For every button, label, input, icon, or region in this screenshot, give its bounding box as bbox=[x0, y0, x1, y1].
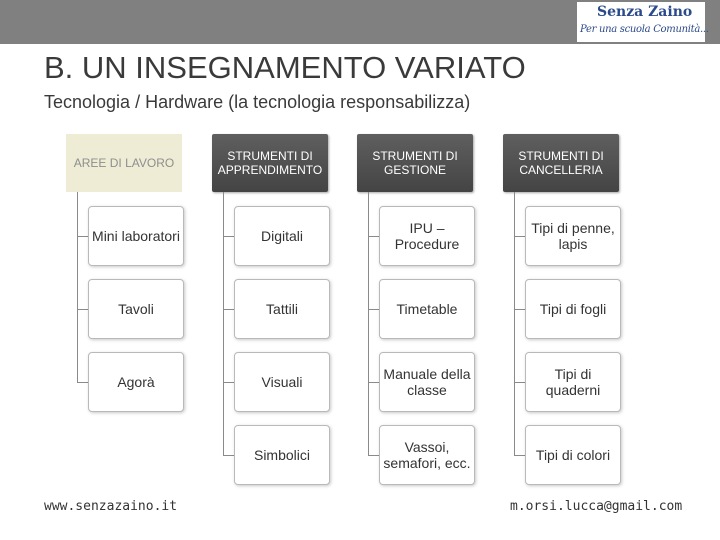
node-tipi-di-quaderni bbox=[525, 352, 621, 412]
node-digitali bbox=[234, 206, 330, 266]
connector-branch bbox=[514, 309, 525, 310]
node-label: Tattili bbox=[266, 301, 298, 317]
connector-trunk bbox=[77, 192, 78, 383]
column-header-label: STRUMENTI DI CANCELLERIA bbox=[518, 149, 604, 177]
column-header-strumenti-di-cancelleria bbox=[503, 134, 619, 192]
node-label: IPU – Procedure bbox=[394, 220, 460, 252]
connector-branch bbox=[514, 236, 525, 237]
node-label: Tipi di penne, lapis bbox=[531, 220, 615, 252]
node-label: Visuali bbox=[261, 374, 303, 390]
connector-branch bbox=[223, 382, 234, 383]
node-ipu-procedure bbox=[379, 206, 475, 266]
connector-branch bbox=[368, 455, 379, 456]
connector-branch bbox=[514, 382, 525, 383]
node-label: Simbolici bbox=[253, 447, 310, 463]
node-label: Digitali bbox=[260, 228, 303, 244]
node-visuali bbox=[234, 352, 330, 412]
logo-line-1: Senza Zaino bbox=[597, 4, 693, 20]
connector-branch bbox=[223, 455, 234, 456]
column-header-strumenti-di-gestione bbox=[357, 134, 473, 192]
footer-website: www.senzazaino.it bbox=[44, 499, 178, 514]
node-tipi-di-colori bbox=[525, 425, 621, 485]
connector-branch bbox=[514, 455, 525, 456]
connector-trunk bbox=[514, 192, 515, 456]
connector-branch bbox=[223, 236, 234, 237]
connector-branch bbox=[77, 236, 88, 237]
node-label: Mini laboratori bbox=[92, 228, 180, 244]
column-header-aree-di-lavoro bbox=[66, 134, 182, 192]
connector-branch bbox=[77, 382, 88, 383]
node-agora bbox=[88, 352, 184, 412]
connector-trunk bbox=[368, 192, 369, 456]
slide-subtitle: Tecnologia / Hardware (la tecnologia responsabilizza) bbox=[44, 92, 471, 112]
slide-title: B. UN INSEGNAMENTO VARIATO bbox=[44, 50, 526, 85]
node-label: Tipi di fogli bbox=[539, 301, 607, 317]
senza-zaino-logo bbox=[577, 2, 709, 42]
column-header-label: AREE DI LAVORO bbox=[73, 156, 175, 170]
logo-line-2: Per una scuola Comunità... bbox=[580, 24, 709, 35]
node-label: Vassoi, semafori, ecc. bbox=[383, 439, 471, 471]
node-label: Tipi di quaderni bbox=[545, 366, 601, 398]
node-vassoi-semafori bbox=[379, 425, 475, 485]
connector-branch bbox=[368, 309, 379, 310]
node-manuale-della-classe bbox=[379, 352, 475, 412]
node-label: Manuale della classe bbox=[383, 366, 471, 398]
node-label: Tipi di colori bbox=[535, 447, 611, 463]
column-header-label: STRUMENTI DI GESTIONE bbox=[372, 149, 458, 177]
node-timetable bbox=[379, 279, 475, 339]
footer-email: m.orsi.lucca@gmail.com bbox=[510, 499, 683, 514]
connector-branch bbox=[77, 309, 88, 310]
connector-branch bbox=[368, 382, 379, 383]
node-tavoli bbox=[88, 279, 184, 339]
node-label: Agorà bbox=[117, 374, 155, 390]
node-tipi-di-fogli bbox=[525, 279, 621, 339]
node-tattili bbox=[234, 279, 330, 339]
node-label: Tavoli bbox=[118, 301, 154, 317]
column-header-strumenti-di-apprendimento bbox=[212, 134, 328, 192]
column-header-label: STRUMENTI DI APPRENDIMENTO bbox=[217, 149, 323, 177]
node-tipi-di-penne bbox=[525, 206, 621, 266]
node-mini-laboratori bbox=[88, 206, 184, 266]
connector-branch bbox=[368, 236, 379, 237]
connector-branch bbox=[223, 309, 234, 310]
node-simbolici bbox=[234, 425, 330, 485]
connector-trunk bbox=[223, 192, 224, 456]
node-label: Timetable bbox=[396, 301, 458, 317]
